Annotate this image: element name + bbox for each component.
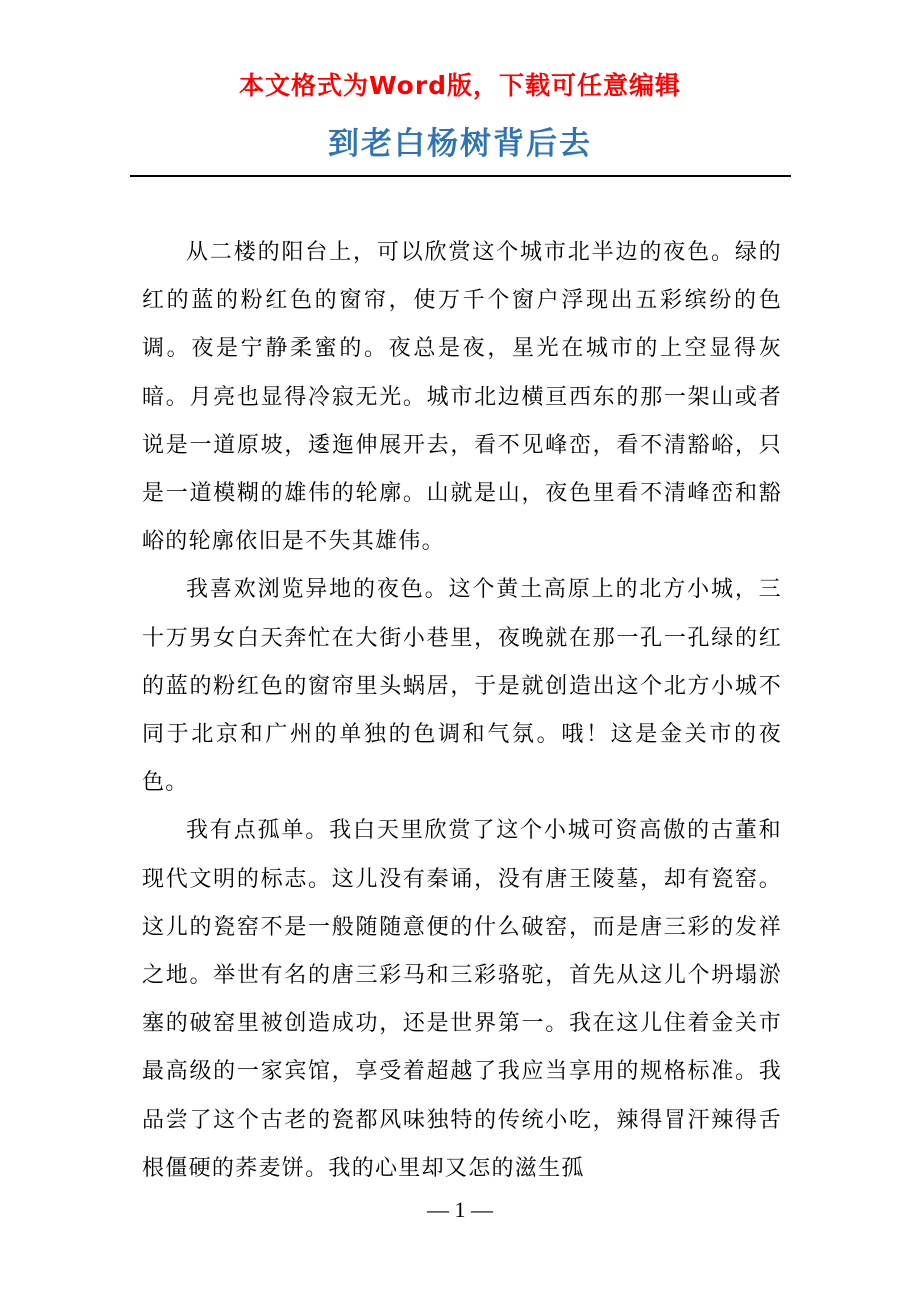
- paragraph: 从二楼的阳台上，可以欣赏这个城市北半边的夜色。绿的红的蓝的粉红色的窗帘，使万千个窗户浮现出五彩缤纷的色调。夜是宁静柔蜜的。夜总是夜，星光在城市的上空显得灰暗。月亮也显得冷寂无光。城市北边横亘西东的那一架山或者说是一道原坡，逶迤伸展开去，看不见峰峦，看不清豁峪，只是一道模糊的雄伟的轮廓。山就是山，夜色里看不清峰峦和豁峪的轮廓依旧是不失其雄伟。: [142, 240, 782, 555]
- format-notice-banner: 本文格式为Word版，下载可任意编辑: [238, 71, 682, 100]
- paragraph: 我喜欢浏览异地的夜色。这个黄土高原上的北方小城，三十万男女白天奔忙在大街小巷里，夜晚就在那一孔一孔绿的红的蓝的粉红色的窗帘里头蜗居，于是就创造出这个北方小城不同于北京和广州的单独的色调和气氛。哦！这是金关市的夜色。: [142, 577, 782, 796]
- document-title: 到老白杨树背后去: [328, 126, 592, 162]
- paragraph: 我有点孤单。我白天里欣赏了这个小城可资高傲的古董和现代文明的标志。这儿没有秦诵，没有唐王陵墓，却有瓷窑。这儿的瓷窑不是一般随随意便的什么破窑，而是唐三彩的发祥之地。举世有名的唐三彩马和三彩骆驼，首先从这儿个坍塌淤塞的破窑里被创造成功，还是世界第一。我在这儿住着金关市最高级的一家宾馆，享受着超越了我应当享用的规格标准。我品尝了这个古老的瓷都风味独特的传统小吃，辣得冒汗辣得舌根僵硬的荞麦饼。我的心里却又怎的滋生孤: [142, 818, 782, 1181]
- title-divider: [130, 175, 791, 177]
- page-number: — 1 —: [427, 1197, 493, 1222]
- document-body: [142, 229, 782, 1193]
